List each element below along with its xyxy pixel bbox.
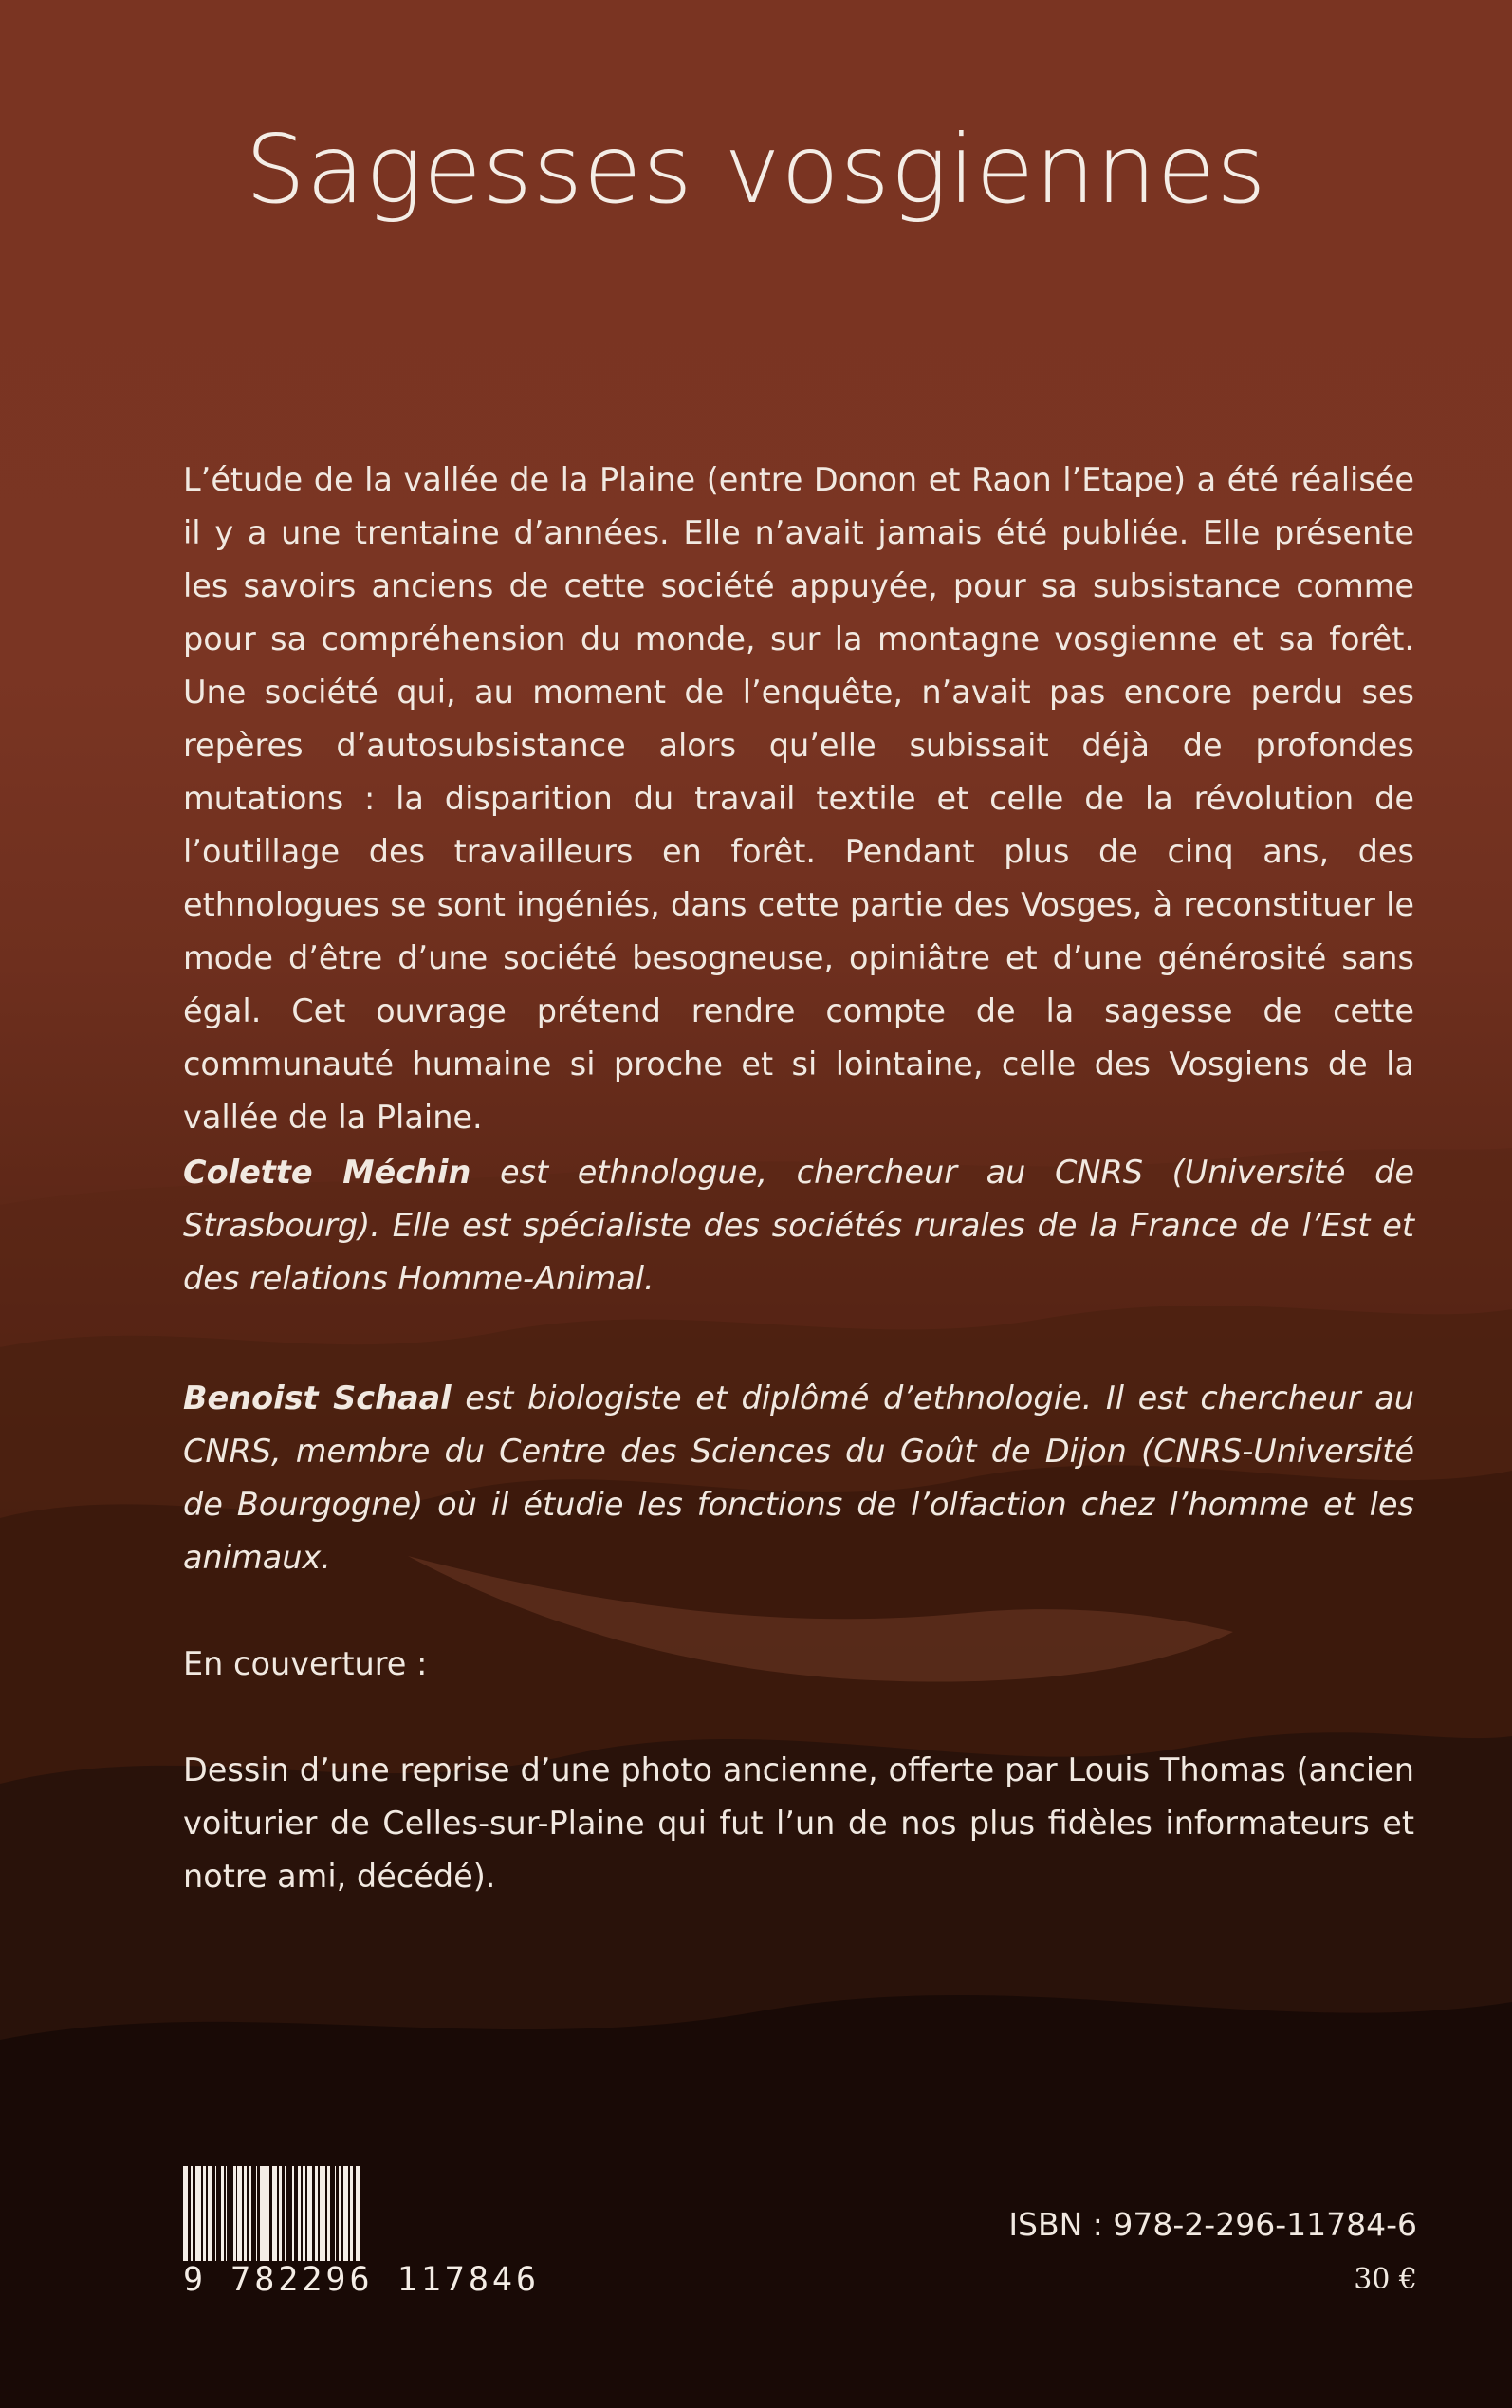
- book-title: Sagesses vosgiennes: [245, 114, 1267, 225]
- author-bio-2: [183, 1372, 1414, 1584]
- barcode-digits: 9 782296 117846: [183, 2261, 541, 2299]
- author-name-2: Benoist Schaal: [183, 1380, 452, 1417]
- author-bio-2-text: est biologiste et diplômé d’ethnologie. Il est chercheur au CNRS, membre du Centre des Sciences du Goût de Dijon (CNRS-Université de Bourgogne) où il étudie les fonctions de l’olfaction chez l’homme et les animaux.: [183, 1380, 1414, 1576]
- author-bio-1-text: est ethnologue, chercheur au CNRS (Université de Strasbourg). Elle est spécialiste des sociétés rurales de la France de l’Est et des relations Homme-Animal.: [183, 1154, 1415, 1297]
- barcode-bar: [360, 2166, 362, 2261]
- book-description: L’étude de la vallée de la Plaine (entre Donon et Raon l’Etape) a été réalisée il y a une trentaine d’années. Elle n’avait jamais été publiée. Elle présente les savoirs anciens de cette société appuyée, pour sa subsistance comme pour sa compréhension du monde, sur la montagne vosgienne et sa forêt. Une société qui, au moment de l’enquête, n’avait pas encore perdu ses repères d’autosubsistance alors qu’elle subissait déjà de profondes mutations : la disparition du travail textile et celle de la révolution de l’outillage des travailleurs en forêt. Pendant plus de cinq ans, des ethnologues se sont ingéniés, dans cette partie des Vosges, à reconstituer le mode d’être d’une société besogneuse, opiniâtre et d’une générosité sans égal. Cet ouvrage prétend rendre compte de la sagesse de cette communauté humaine si proche et si lointaine, celle des Vosgiens de la vallée de la Plaine.: [183, 461, 1414, 1136]
- author-name-1: Colette Méchin: [183, 1154, 471, 1191]
- price: 30 €: [1354, 2263, 1417, 2296]
- cover-note-label: En couverture :: [183, 1645, 428, 1682]
- cover-note-text: Dessin d’une reprise d’une photo ancienne, offerte par Louis Thomas (ancien voiturier de Celles-sur-Plaine qui fut l’un de nos plus fidèles informateurs et notre ami, décédé).: [183, 1751, 1414, 1895]
- barcode: [183, 2166, 520, 2261]
- isbn: ISBN : 978-2-296-11784-6: [1008, 2206, 1417, 2243]
- author-bio-1: [183, 1146, 1414, 1306]
